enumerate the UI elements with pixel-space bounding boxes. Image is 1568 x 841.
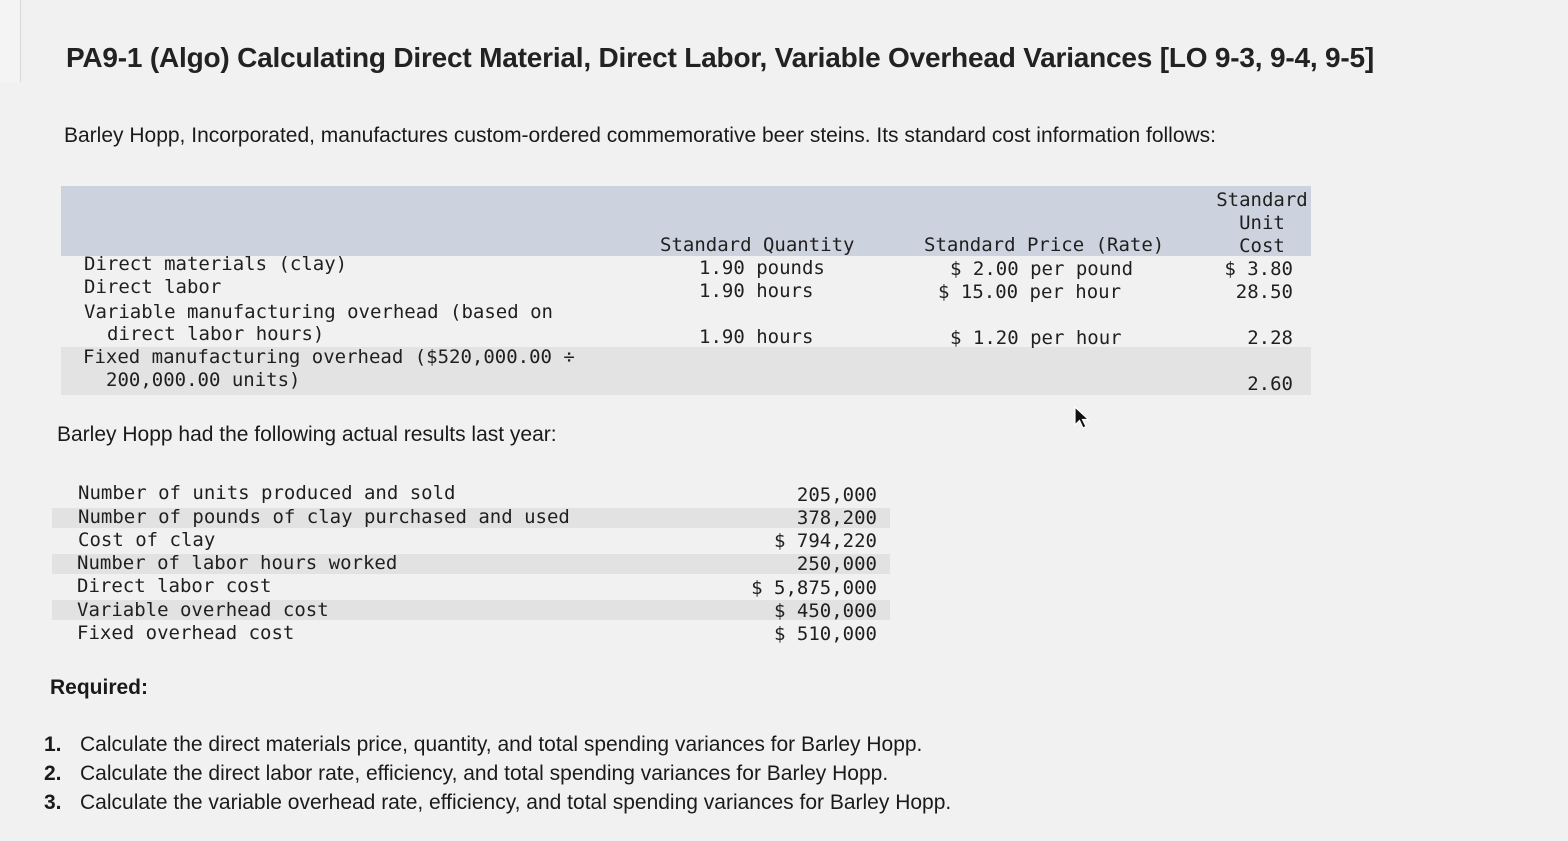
table-row-value: 250,000	[796, 553, 877, 575]
page-title: PA9-1 (Algo) Calculating Direct Material, Direct Labor, Variable Overhead Variances [LO 9-3, 9-4, 9-5]	[66, 42, 1374, 73]
requirements-list	[44, 730, 951, 817]
row-quantity: 1.90 pounds	[699, 257, 825, 279]
table-row-label: Number of labor hours worked	[77, 552, 398, 574]
row-price: $ 2.00 per pound	[950, 258, 1134, 280]
list-item: 2. Calculate the direct labor rate, efficiency, and total spending variances for Barley Hopp.	[44, 762, 889, 785]
row-quantity: 1.90 hours	[699, 326, 814, 348]
list-item: 1. Calculate the direct materials price, quantity, and total spending variances for Barley Hopp.	[44, 733, 923, 756]
row-label-variable-overhead-cont: direct labor hours)	[107, 323, 325, 345]
header-standard-quantity: Standard Quantity	[660, 234, 855, 256]
header-unit-cost-line3: Cost	[1239, 235, 1285, 257]
table-row-label: Cost of clay	[78, 529, 216, 551]
row-label-variable-overhead: Variable manufacturing overhead (based on	[84, 301, 553, 323]
table-row-value: $ 450,000	[774, 600, 877, 622]
row-label-fixed-overhead: Fixed manufacturing overhead ($520,000.00 ÷	[83, 346, 575, 368]
mouse-cursor-icon	[1073, 405, 1091, 436]
required-heading: Required:	[50, 676, 149, 699]
row-label-direct-labor: Direct labor	[84, 276, 222, 298]
list-item: 3. Calculate the variable overhead rate, efficiency, and total spending variances for Barley Hopp.	[44, 791, 952, 814]
row-price: $ 1.20 per hour	[950, 327, 1122, 349]
header-standard-price: Standard Price (Rate)	[924, 234, 1165, 256]
row-cost: 28.50	[1235, 281, 1293, 303]
row-cost: 2.60	[1247, 373, 1293, 395]
table-row-value: $ 794,220	[774, 530, 877, 552]
table-row-value: 378,200	[796, 507, 877, 529]
row-cost: $ 3.80	[1224, 258, 1293, 280]
table-row-label: Number of units produced and sold	[78, 482, 456, 504]
table-row-label: Direct labor cost	[77, 575, 272, 597]
header-unit-cost-line2: Unit	[1239, 212, 1285, 234]
table-row-value: $ 510,000	[774, 623, 877, 645]
intro-text: Barley Hopp, Incorporated, manufactures custom-ordered commemorative beer steins. Its standard cost information follows:	[64, 124, 1217, 147]
actual-results-heading: Barley Hopp had the following actual results last year:	[57, 423, 557, 446]
left-panel-edge	[0, 0, 21, 82]
row-label-direct-materials: Direct materials (clay)	[84, 253, 348, 275]
row-price: $ 15.00 per hour	[938, 281, 1122, 303]
header-unit-cost-line1: Standard	[1216, 189, 1308, 211]
row-cost: 2.28	[1247, 327, 1293, 349]
row-quantity: 1.90 hours	[699, 280, 814, 302]
table-row-value: $ 5,875,000	[751, 577, 877, 599]
row-label-fixed-overhead-cont: 200,000.00 units)	[106, 369, 301, 391]
table-row-label: Variable overhead cost	[77, 599, 329, 621]
table-row-label: Fixed overhead cost	[77, 622, 295, 644]
table-row-value: 205,000	[796, 484, 877, 506]
table-row-label: Number of pounds of clay purchased and used	[78, 506, 570, 528]
